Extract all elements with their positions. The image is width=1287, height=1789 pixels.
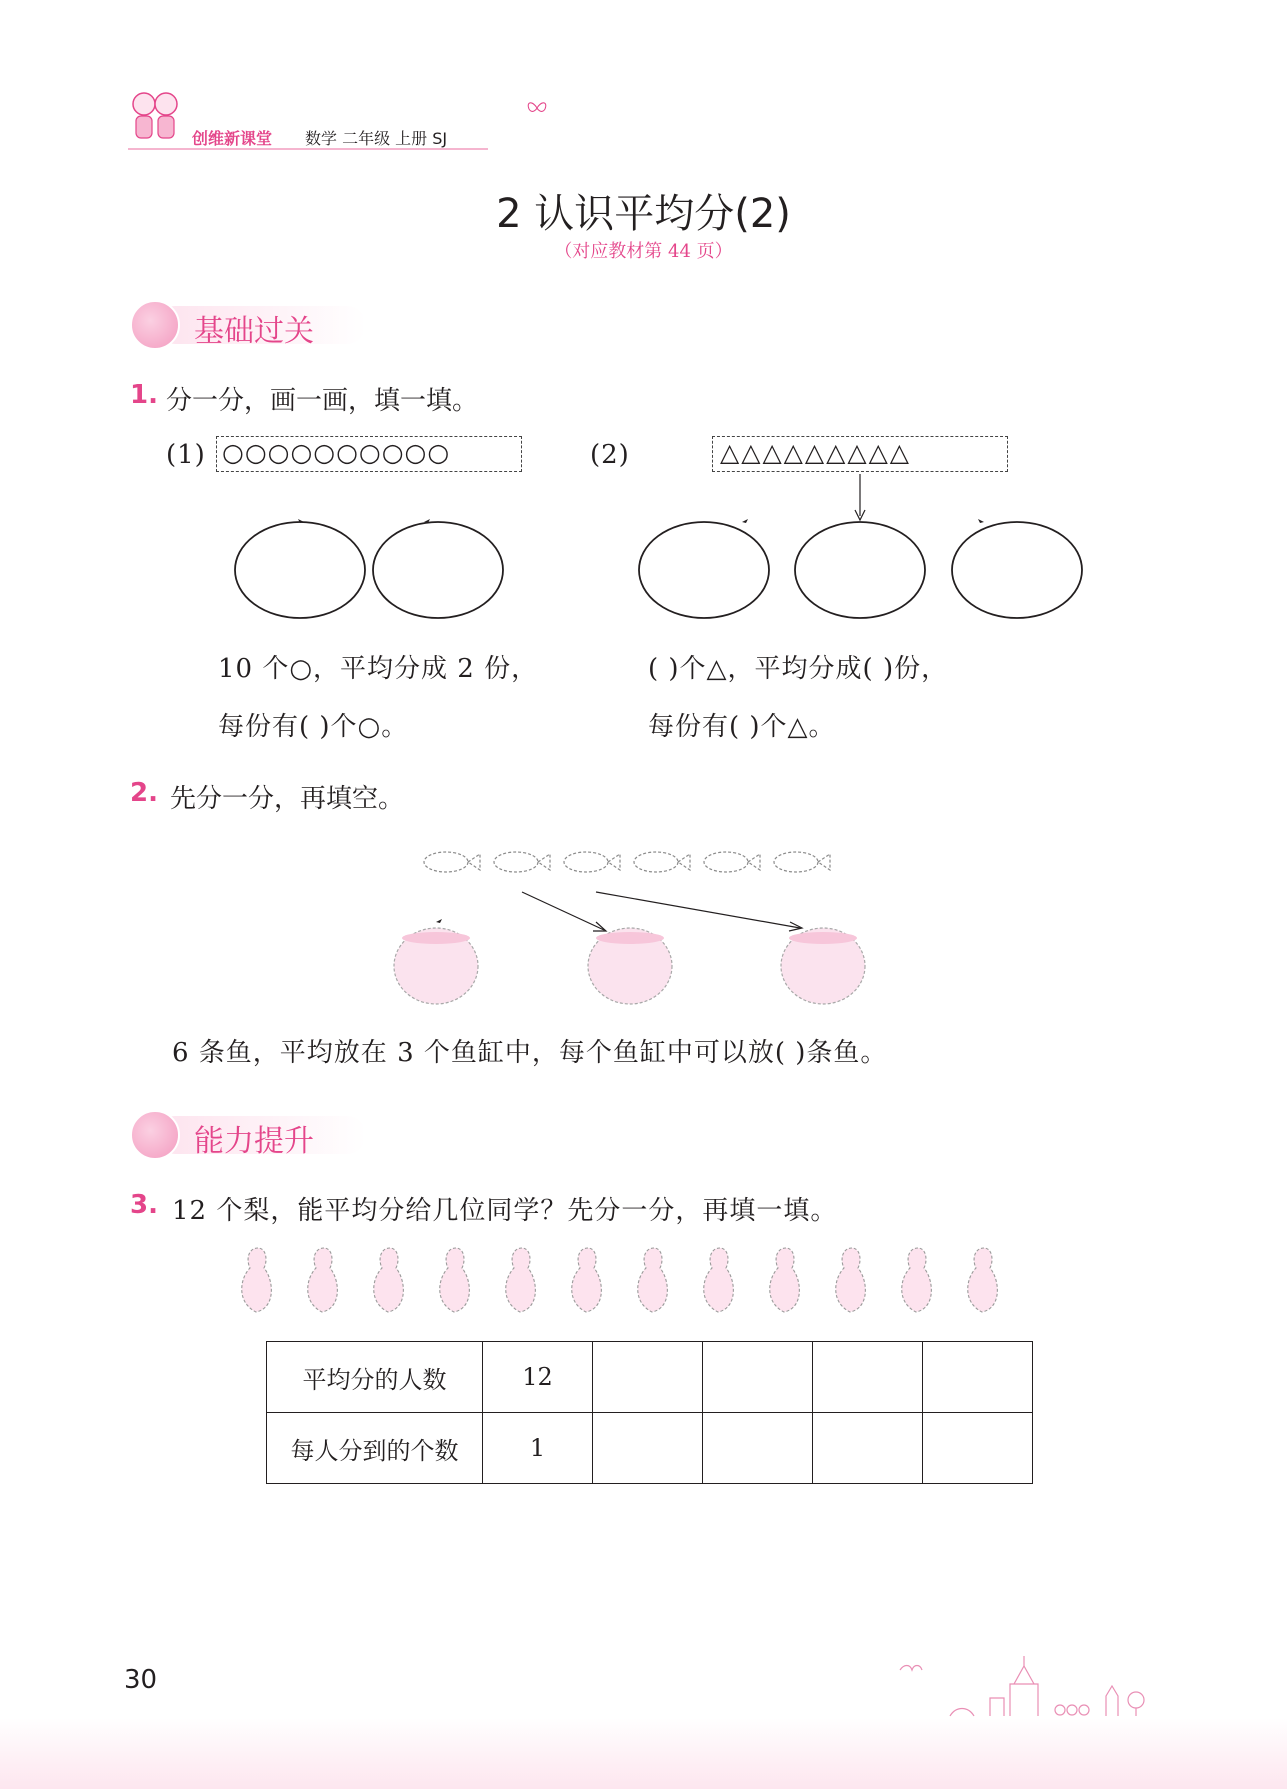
pear-icon xyxy=(638,1248,668,1312)
pear-icon xyxy=(572,1248,602,1312)
castle-decoration-icon xyxy=(890,1650,1170,1720)
mascot-icon xyxy=(130,300,180,350)
q3-row1-blank[interactable] xyxy=(703,1342,813,1413)
q3-number: 3. xyxy=(130,1190,158,1220)
q3-row2-label: 每人分到的个数 xyxy=(267,1413,483,1484)
q1-part1-line2: 每份有( )个○。 xyxy=(218,712,409,742)
pear-icon xyxy=(506,1248,536,1312)
pear-icon xyxy=(374,1248,404,1312)
page-subtitle: （对应教材第 44 页） xyxy=(554,241,733,262)
q1-part2-oval-1[interactable] xyxy=(639,522,769,618)
fish-icon xyxy=(704,852,760,872)
section-basic-title: 基础过关 xyxy=(194,314,314,349)
q1-part1-line1: 10 个○，平均分成 2 份， xyxy=(218,654,539,684)
q1-part1-label: (1) xyxy=(166,440,206,470)
fish-icon xyxy=(774,852,830,872)
pear-icon xyxy=(902,1248,932,1312)
q3-row1-blank[interactable] xyxy=(813,1342,923,1413)
q3-row2-blank[interactable] xyxy=(923,1413,1033,1484)
q3-row1-blank[interactable] xyxy=(593,1342,703,1413)
q1-prompt: 分一分，画一画，填一填。 xyxy=(166,386,479,416)
q1-part1-oval-2[interactable] xyxy=(373,522,503,618)
q3-prompt: 12 个梨，能平均分给几位同学？先分一分，再填一填。 xyxy=(172,1196,838,1226)
q2-sentence: 6 条鱼，平均放在 3 个鱼缸中，每个鱼缸中可以放( )条鱼。 xyxy=(172,1038,888,1068)
mascot-icon xyxy=(130,1110,180,1160)
arrow-tip-icon xyxy=(436,919,442,923)
q1-part2-line1: ( )个△，平均分成( )份， xyxy=(648,654,949,684)
q1-drawing-area xyxy=(0,470,1287,630)
fish-icon xyxy=(494,852,550,872)
q3-row2-blank[interactable] xyxy=(813,1413,923,1484)
pear-icon xyxy=(770,1248,800,1312)
q3-pears-illustration xyxy=(0,1242,1287,1322)
pear-icon xyxy=(968,1248,998,1312)
pear-icon xyxy=(836,1248,866,1312)
section-advanced-title: 能力提升 xyxy=(194,1124,314,1159)
q3-row2-blank[interactable] xyxy=(593,1413,703,1484)
pear-icon xyxy=(242,1248,272,1312)
butterfly-icon xyxy=(526,100,548,120)
header-divider xyxy=(128,148,488,150)
section-advanced-badge xyxy=(130,1110,370,1160)
fish-icon xyxy=(634,852,690,872)
q1-part1-circles: ○○○○○○○○○○ xyxy=(222,438,451,467)
q3-row2-cell: 1 xyxy=(483,1413,593,1484)
q2-fish-illustration xyxy=(0,830,1287,1010)
q1-part2-line2: 每份有( )个△。 xyxy=(648,712,836,742)
table-row xyxy=(267,1413,1033,1484)
q1-part2-triangles: △△△△△△△△△ xyxy=(720,438,912,467)
q3-table xyxy=(266,1341,1033,1484)
header-brand: 创维新课堂 xyxy=(192,129,273,148)
q3-row1-cell: 12 xyxy=(483,1342,593,1413)
q1-part2-label: (2) xyxy=(590,440,630,470)
q2-prompt: 先分一分，再填空。 xyxy=(170,784,405,814)
header-mascot xyxy=(126,88,184,146)
q2-number: 2. xyxy=(130,778,158,808)
q3-row2-blank[interactable] xyxy=(703,1413,813,1484)
q3-row1-label: 平均分的人数 xyxy=(267,1342,483,1413)
pear-icon xyxy=(308,1248,338,1312)
q3-row1-blank[interactable] xyxy=(923,1342,1033,1413)
arrow-tip-icon xyxy=(978,519,984,523)
table-row xyxy=(267,1342,1033,1413)
q1-part1-oval-1[interactable] xyxy=(235,522,365,618)
fish-icon xyxy=(564,852,620,872)
pear-icon xyxy=(704,1248,734,1312)
arrow-tip-icon xyxy=(742,519,748,523)
arrow-head-icon xyxy=(593,922,606,931)
q1-number: 1. xyxy=(130,380,158,410)
pear-icon xyxy=(440,1248,470,1312)
page-title: 2 认识平均分(2) xyxy=(496,191,791,237)
header-meta: 数学 二年级 上册 SJ xyxy=(305,129,448,148)
footer-band xyxy=(0,1718,1287,1789)
section-basic-badge xyxy=(130,300,370,350)
page-number: 30 xyxy=(124,1665,158,1695)
q1-part2-oval-2[interactable] xyxy=(795,522,925,618)
q1-part2-oval-3[interactable] xyxy=(952,522,1082,618)
fish-icon xyxy=(424,852,480,872)
